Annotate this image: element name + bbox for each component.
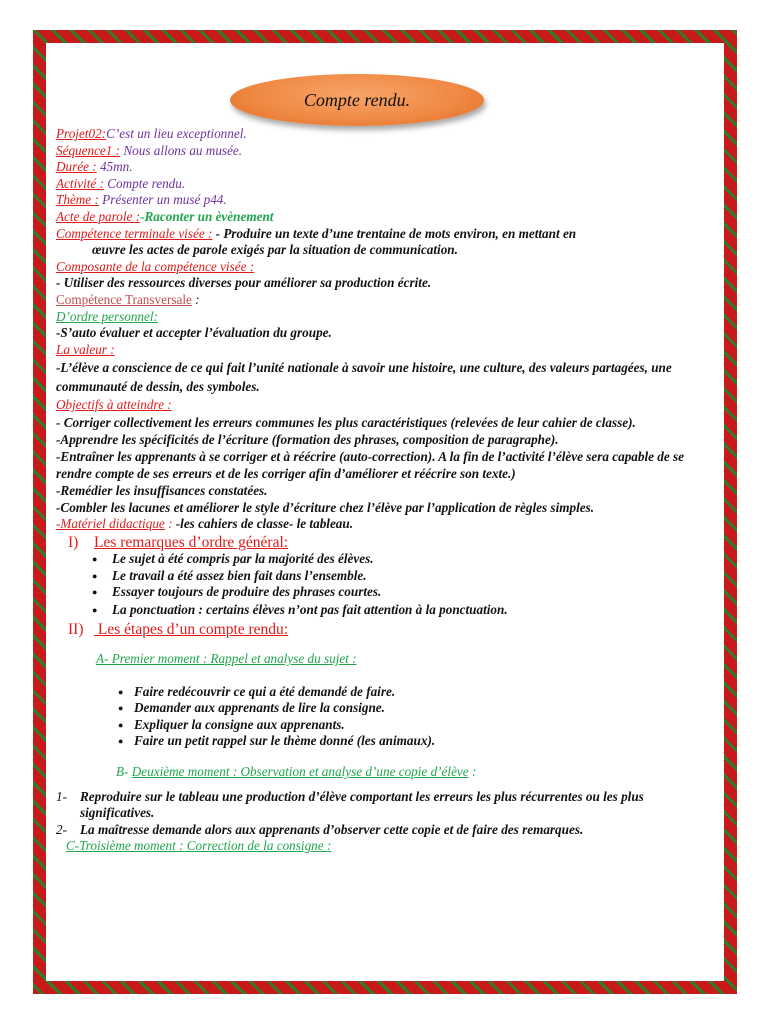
objectif-item: -Entraîner les apprenants à se corriger et à réécrire (auto-correction). A la fin de l’activité l’élève sera capable de se rendre compte de ses erreurs et de les corriger afin d’améliorer et réécrire son texte.) [56,448,685,481]
list-item: ● Faire un petit rappel sur le thème donné (les animaux). [114,733,716,750]
list-item: 2- La maîtresse demande alors aux apprenants d’observer cette copie et de faire des remarques. [56,821,584,837]
objectif-item: -Remédier les insuffisances constatées. [56,482,268,498]
moment-b-list [56,789,716,839]
moment-c-heading: C-Troisième moment : Correction de la consigne : [66,838,332,854]
list-item: 1- Reproduire sur le tableau une production d’élève comportant les erreurs les plus récurrentes ou les plus significatives. [56,788,644,821]
list-item: ● Expliquer la consigne aux apprenants. [114,717,716,734]
transversale-line: Compétence Transversale : [56,291,200,307]
section-1-heading: I) Les remarques d’ordre général: [68,533,289,551]
sequence-line: Séquence1 : Nous allons au musée. [56,142,243,158]
page-title: Compte rendu. [303,89,411,110]
objectifs-line: Objectifs à atteindre : [56,397,172,413]
section-2-heading: II) Les étapes d’un compte rendu: [68,621,289,639]
duree-line: Durée : 45mn. [56,159,133,175]
list-item: ● Le sujet à été compris par la majorité des élèves. [92,551,716,568]
competence-line-2: œuvre les actes de parole exigés par la situation de communication. [92,242,458,258]
objectif-item: -Combler les lacunes et améliorer le style d’écriture chez l’élève par l’application de règles simples. [56,499,595,515]
theme-line: Thème : Présenter un musé p44. [56,192,227,208]
projet-line: Projet02:C’est un lieu exceptionnel. [56,126,247,141]
remarques-list [56,551,716,618]
title-banner [230,74,484,126]
objectifs-list [56,414,716,516]
list-item: ● Faire redécouvrir ce qui a été demandé de faire. [114,684,716,701]
ordre-value: -S’auto évaluer et accepter l’évaluation du groupe. [56,325,332,341]
moment-b-heading: B- Deuxième moment : Observation et analyse d’une copie d’élève : [116,764,477,780]
composante-value: - Utiliser des ressources diverses pour améliorer sa production écrite. [56,275,432,291]
competence-line: Compétence terminale visée : - Produire un texte d’une trentaine de mots environ, en mettant en [56,225,577,241]
objectif-item: - Corriger collectivement les erreurs communes les plus caractéristiques (relevées de leur cahier de classe). [56,414,636,430]
list-item: ● Demander aux apprenants de lire la consigne. [114,700,716,717]
composante-line: Composante de la compétence visée : [56,258,255,274]
valeur-value: -L’élève a conscience de ce qui fait l’unité nationale à savoir une histoire, une culture, des valeurs partagées, une communauté de dessin, des symboles. [56,360,672,395]
moment-a-list [56,684,716,750]
list-item: ● Essayer toujours de produire des phrases courtes. [92,584,716,601]
activite-line: Activité : Compte rendu. [56,175,186,191]
moment-a-heading: A- Premier moment : Rappel et analyse du sujet : [96,651,357,667]
materiel-line: -Matériel didactique : -les cahiers de classe- le tableau. [56,515,354,531]
valeur-line: La valeur : [56,341,115,357]
ordre-line: D’ordre personnel: [56,308,158,324]
lesson-content [56,126,716,855]
objectif-item: -Apprendre les spécificités de l’écriture (formation des phrases, composition de paragraphe). [56,431,559,447]
acte-line: Acte de parole :-Raconter un èvènement [56,208,274,224]
list-item: ● La ponctuation : certains élèves n’ont pas fait attention à la ponctuation. [92,602,716,619]
list-item: ● Le travail a été assez bien fait dans l’ensemble. [92,568,716,585]
